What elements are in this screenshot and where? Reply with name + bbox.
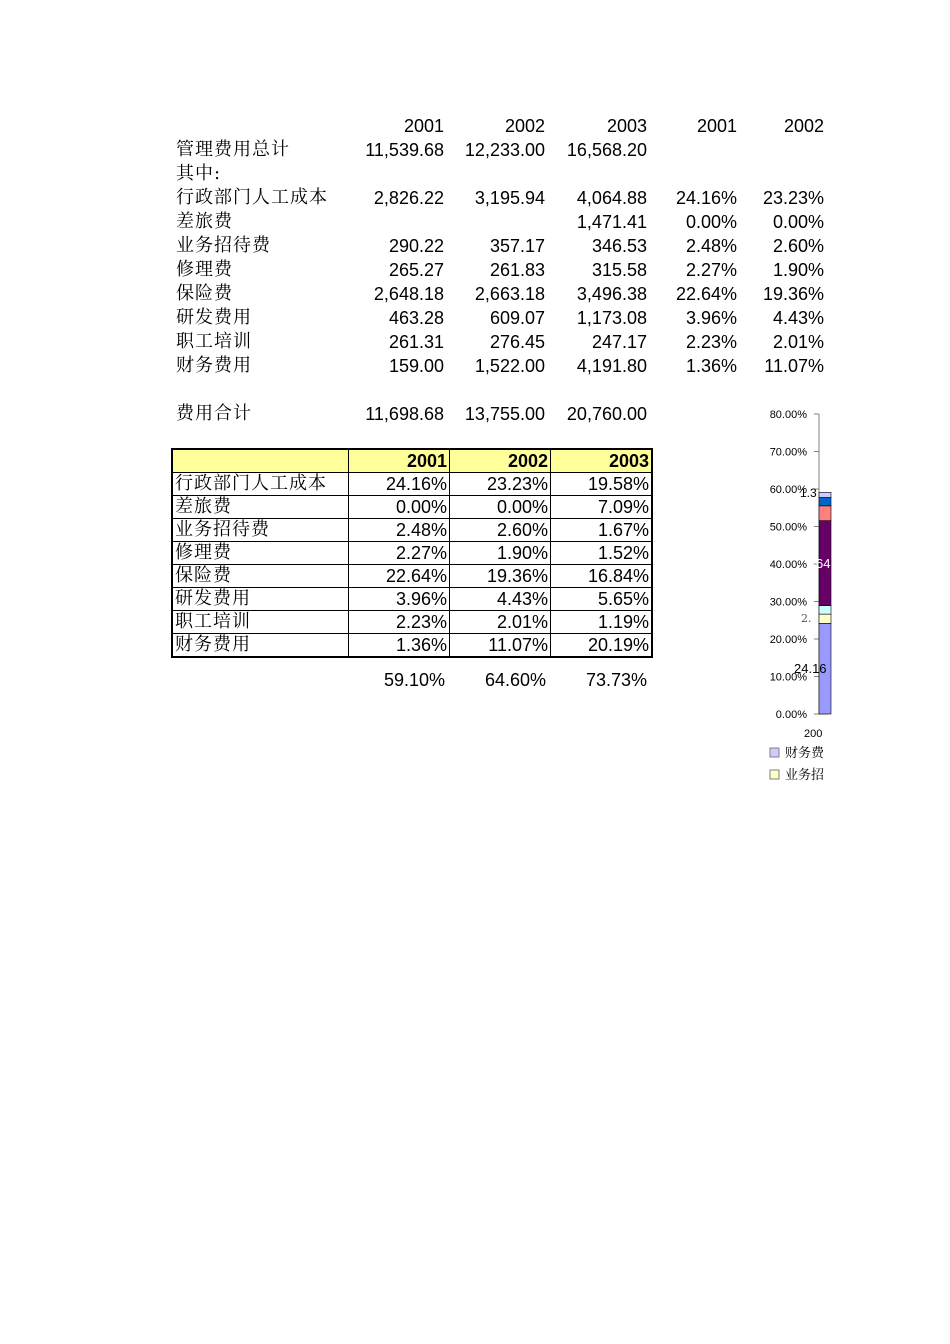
row-label: 职工培训 <box>172 611 349 634</box>
value-cell: 609.07 <box>489 308 545 328</box>
value-cell: 2.60% <box>772 236 824 256</box>
total-2002: 64.60% <box>484 670 546 690</box>
value-cell: 2,826.22 <box>373 188 444 208</box>
data-label-insurance: 64 <box>816 556 831 571</box>
row-label: 修理费 <box>176 259 233 280</box>
y-tick-label: 70.00% <box>769 446 807 459</box>
summary-row <box>0 258 950 282</box>
pct-cell: 1.36% <box>349 634 450 658</box>
bar-stack-2001 <box>819 492 831 714</box>
value-cell: 357.17 <box>489 236 545 256</box>
value-cell: 19.36% <box>762 284 824 304</box>
value-cell <box>446 210 545 234</box>
bar-segment <box>819 606 831 615</box>
value-2001: 11,698.68 <box>365 404 444 424</box>
y-tick-label: 80.00% <box>769 409 807 421</box>
x-axis-label: 200 <box>804 728 823 740</box>
bar-segment <box>819 614 831 623</box>
header-2003: 2003 <box>551 449 653 473</box>
management-total-row <box>0 138 950 162</box>
table-row <box>172 496 652 519</box>
pct-cell: 19.36% <box>450 565 551 588</box>
pct-cell: 19.58% <box>551 473 653 496</box>
pct-cell: 11.07% <box>450 634 551 658</box>
pct-cell: 16.84% <box>551 565 653 588</box>
value-cell: 4.43% <box>772 308 824 328</box>
value-2003: 16,568.20 <box>566 140 647 160</box>
row-label: 业务招待费 <box>172 519 349 542</box>
row-label: 财务费用 <box>172 634 349 658</box>
row-label: 财务费用 <box>176 355 252 376</box>
pct-cell: 2.48% <box>349 519 450 542</box>
pct-cell: 2.27% <box>349 542 450 565</box>
value-cell: 290.22 <box>388 236 444 256</box>
row-label: 差旅费 <box>172 496 349 519</box>
header-2001: 2001 <box>349 449 450 473</box>
row-label: 差旅费 <box>176 211 233 232</box>
value-cell: 3.96% <box>685 308 737 328</box>
year-col-5: 2002 <box>783 116 824 136</box>
pct-cell: 23.23% <box>450 473 551 496</box>
value-cell: 346.53 <box>591 236 647 256</box>
pct-cell: 2.60% <box>450 519 551 542</box>
value-cell: 4,191.80 <box>576 356 647 376</box>
year-col-4: 2001 <box>696 116 737 136</box>
bar-segment <box>819 497 831 505</box>
pct-cell: 7.09% <box>551 496 653 519</box>
row-label: 修理费 <box>172 542 349 565</box>
value-cell: 463.28 <box>388 308 444 328</box>
pct-cell: 0.00% <box>349 496 450 519</box>
value-cell <box>346 210 444 234</box>
value-cell: 159.00 <box>388 356 444 376</box>
value-cell: 2.01% <box>772 332 824 352</box>
year-col-1: 2001 <box>403 116 444 136</box>
pct-cell: 4.43% <box>450 588 551 611</box>
pct-cell: 2.23% <box>349 611 450 634</box>
value-cell: 2.23% <box>685 332 737 352</box>
summary-row <box>0 210 950 234</box>
pct-cell: 3.96% <box>349 588 450 611</box>
y-tick-label: 10.00% <box>769 671 807 684</box>
pct-cell: 5.65% <box>551 588 653 611</box>
pct-cell: 1.19% <box>551 611 653 634</box>
value-cell: 1,471.41 <box>576 212 647 232</box>
row-label: 保险费 <box>176 283 233 304</box>
value-cell: 247.17 <box>591 332 647 352</box>
table-row <box>172 611 652 634</box>
value-cell: 3,195.94 <box>474 188 545 208</box>
summary-row <box>0 306 950 330</box>
bar-segment <box>819 492 831 497</box>
pct-cell: 0.00% <box>450 496 551 519</box>
row-label: 行政部门人工成本 <box>172 473 349 496</box>
row-label: 管理费用总计 <box>176 139 290 160</box>
total-2003: 73.73% <box>585 670 647 690</box>
value-cell: 2.48% <box>685 236 737 256</box>
value-cell: 2,663.18 <box>474 284 545 304</box>
value-cell: 3,496.38 <box>576 284 647 304</box>
value-cell: 265.27 <box>388 260 444 280</box>
legend-swatch-entertainment <box>770 770 779 779</box>
pct-cell: 1.90% <box>450 542 551 565</box>
summary-row <box>0 354 950 378</box>
pct-cell: 2.01% <box>450 611 551 634</box>
year-col-2: 2002 <box>504 116 545 136</box>
pct-cell: 1.52% <box>551 542 653 565</box>
summary-row <box>0 282 950 306</box>
table-row <box>172 565 652 588</box>
y-tick-label: 30.00% <box>769 596 807 609</box>
data-label-top: 1.3 <box>800 486 817 500</box>
value-cell: 2.27% <box>685 260 737 280</box>
pct-cell: 22.64% <box>349 565 450 588</box>
value-2001: 11,539.68 <box>365 140 444 160</box>
value-cell: 0.00% <box>685 212 737 232</box>
summary-row <box>0 234 950 258</box>
data-label-base: 24.16 <box>794 661 827 676</box>
value-cell: 1.90% <box>772 260 824 280</box>
value-cell: 24.16% <box>675 188 737 208</box>
year-col-3: 2003 <box>606 116 647 136</box>
year-header-row <box>0 114 950 138</box>
table-row <box>172 542 652 565</box>
total-2001: 59.10% <box>383 670 445 690</box>
row-label: 研发费用 <box>176 307 252 328</box>
value-cell: 23.23% <box>762 188 824 208</box>
table-header-row <box>172 449 652 473</box>
value-cell: 261.31 <box>388 332 444 352</box>
value-cell: 1,173.08 <box>576 308 647 328</box>
value-2002: 13,755.00 <box>464 404 545 424</box>
y-tick-label: 20.00% <box>769 634 807 646</box>
header-2002: 2002 <box>450 449 551 473</box>
legend-label-finance: 财务费 <box>785 746 825 761</box>
value-cell: 11.07% <box>764 356 824 376</box>
pct-cell: 1.67% <box>551 519 653 542</box>
y-tick-label: 60.00% <box>769 484 807 496</box>
value-cell: 22.64% <box>675 284 737 304</box>
y-tick-label: 0.00% <box>775 709 807 721</box>
chart-svg <box>745 400 831 800</box>
table-row <box>172 519 652 542</box>
of-which-row <box>0 162 950 186</box>
row-label: 费用合计 <box>176 403 252 424</box>
value-2003: 20,760.00 <box>566 404 647 424</box>
value-cell: 0.00% <box>772 212 824 232</box>
y-tick-label: 50.00% <box>769 521 807 534</box>
value-2002: 12,233.00 <box>464 140 545 160</box>
table-row <box>172 473 652 496</box>
y-tick-label: 40.00% <box>769 559 807 571</box>
value-cell: 315.58 <box>591 260 647 280</box>
summary-row <box>0 330 950 354</box>
row-label: 行政部门人工成本 <box>176 187 328 208</box>
row-label: 业务招待费 <box>176 235 271 256</box>
value-cell: 1.36% <box>685 356 737 376</box>
row-label: 研发费用 <box>172 588 349 611</box>
value-cell: 261.83 <box>489 260 545 280</box>
percentage-table <box>171 448 653 658</box>
table-row <box>172 588 652 611</box>
stacked-bar-chart <box>745 400 831 800</box>
bar-segment <box>819 506 831 521</box>
of-which-label: 其中: <box>176 163 222 184</box>
pct-cell: 24.16% <box>349 473 450 496</box>
row-label: 职工培训 <box>176 331 252 352</box>
legend-swatch-finance <box>770 748 779 757</box>
table-row <box>172 634 652 658</box>
pct-cell: 20.19% <box>551 634 653 658</box>
value-cell: 2,648.18 <box>373 284 444 304</box>
value-cell: 1,522.00 <box>474 356 545 376</box>
value-cell: 4,064.88 <box>576 188 647 208</box>
summary-row <box>0 186 950 210</box>
header-blank <box>172 449 349 473</box>
row-label: 保险费 <box>172 565 349 588</box>
value-cell: 276.45 <box>489 332 545 352</box>
data-label-mid: 2. <box>801 612 812 625</box>
legend-label-entertainment: 业务招 <box>785 768 825 783</box>
